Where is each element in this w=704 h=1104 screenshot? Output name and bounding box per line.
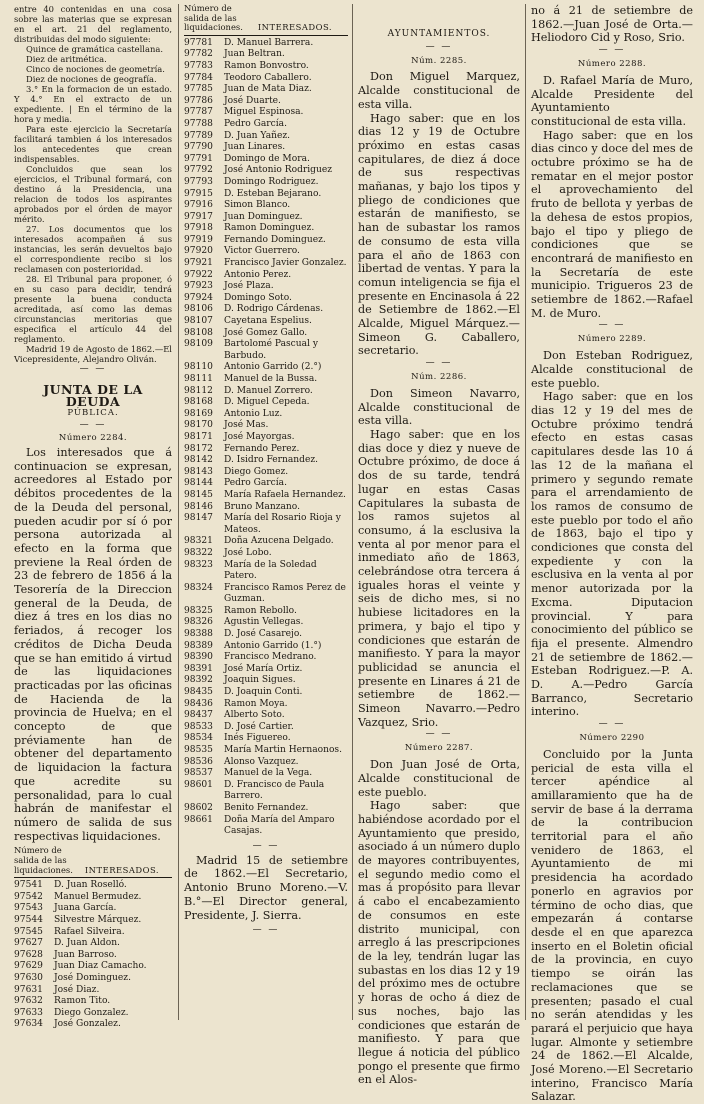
table-row [184,455,348,467]
table-row [184,96,348,108]
table-row [184,131,348,143]
creditor-name: D. Esteban Bejarano. [224,188,322,199]
liquidation-number: 97630 [14,972,43,983]
table-row [184,478,348,490]
creditor-name: Agustin Vellegas. [224,617,304,628]
section-subtitle: PÚBLICA. [67,408,119,418]
table-row [184,699,348,711]
table-row [184,223,348,235]
liquidation-number: 98172 [184,443,213,454]
creditor-name: José María Ortiz. [224,663,303,674]
divider: — — [598,45,626,56]
table-row [184,444,348,456]
liquidation-number: 98143 [184,466,213,477]
table-row [14,996,172,1008]
liquidation-number: 98533 [184,721,213,732]
notice-body: Los interesados que á continuacion se expresan, acreedores al Estado por débitos procedentes de la de la Deuda del personal, pueden acudir por sí ó por persona autorizada al efecto en la forma que previene la Real órden de 23 de febrero de 1856 á la Tesorería de la Direccion general de la Deuda, de diez á tres en los dias no feriados, á recoger los créditos de Dicha Deuda que se han emitido á virtud de las liquidaciones practicadas por las oficinas de Hacienda de la provincia de Huelva; en el concepto de que préviamente han de obtener del departamento de liquidacion la factura que acredite su personalidad, para lo cual habrán de manifestar el número de salida de sus respectivas liquidaciones. [14,446,172,843]
table-row [184,745,348,757]
creditor-name: José Gonzalez. [54,1019,121,1030]
liquidation-number: 97916 [184,200,213,211]
creditor-name: Antonio Garrido (1.°) [224,640,322,651]
table-row [184,815,348,838]
liquidation-number: 97917 [184,211,213,222]
table-row [184,73,348,85]
liquidation-number: 98144 [184,478,213,489]
table-row [184,246,348,258]
liquidation-number: 98390 [184,652,213,663]
notice-title: D. Rafael María de Muro, Alcalde Presidente del Ayuntamiento constitucional de esta villa. [531,73,693,128]
divider: — — [252,925,280,936]
liquidation-number: 98142 [184,455,213,466]
liquidation-number: 97921 [184,258,213,269]
paragraph: Quince de gramática castellana. [26,44,164,54]
table-row [184,420,348,432]
liquidation-number: 98391 [184,663,213,674]
table-row [184,432,348,444]
creditor-name: Ramon Moya. [224,698,288,709]
creditor-name: Domingo de Mora. [224,153,310,164]
creditor-name: Francisco Medrano. [224,652,317,663]
notice-number: Número 2284. [58,432,128,443]
table-row [14,903,172,915]
column-rule [352,4,353,1020]
table-row [184,200,348,212]
table-row [184,803,348,815]
creditor-name: Juan Linares. [224,142,286,153]
liquidation-number: 98437 [184,710,213,721]
creditor-name: Domingo Soto. [224,292,292,303]
liquidation-number: 97918 [184,223,213,234]
liquidation-number: 98436 [184,698,213,709]
table-row [184,107,348,119]
liquidation-number: 98326 [184,617,213,628]
table-header [14,846,172,875]
table-header-names: INTERESADOS. [84,864,160,875]
notice-title: Don Juan José de Orta, Alcalde constitucional de este pueblo. [358,758,520,799]
creditor-name: D. Rodrigo Cárdenas. [224,304,324,315]
creditor-name: Juan Beltran. [224,49,285,60]
creditor-name: Doña María del Amparo Casajas. [224,814,335,837]
notice-number: Núm. 2286. [411,372,467,383]
creditor-name: José Antonio Rodriguez [224,165,332,176]
liquidation-number: 97789 [184,130,213,141]
notice-title: Don Simeon Navarro, Alcalde constitucional de esta villa. [358,386,520,428]
table-row [184,502,348,514]
table-row [184,189,348,201]
creditor-name: Simon Blanco. [224,200,291,211]
liquidation-number: 97631 [14,984,43,995]
liquidation-number: 98602 [184,802,213,813]
table-row [184,548,348,560]
liquidation-number: 98435 [184,687,213,698]
liquidation-number: 98109 [184,339,213,350]
liquidation-number: 98321 [184,536,213,547]
table-row [184,61,348,73]
creditor-name: D. Miguel Cepeda. [224,397,310,408]
divider: — — [425,41,453,52]
liquidation-number: 97629 [14,961,43,972]
liquidation-number: 97543 [14,903,43,914]
creditor-name: Rafael Silveira. [54,926,125,937]
table-row [184,339,348,362]
divider: — — [598,320,626,331]
table-row [184,270,348,282]
table-row [184,664,348,676]
creditor-name: D. Juan Roselló. [54,880,127,891]
table-row [184,675,348,687]
liquidation-number: 98111 [184,374,213,384]
liquidation-number: 97627 [14,938,43,949]
table-row [184,386,348,398]
liquidation-number: 97923 [184,281,213,292]
creditor-name: Antonio Perez. [224,269,292,280]
liquidation-number: 97781 [184,37,213,48]
table-row [184,374,348,386]
creditor-name: Juan Dominguez. [224,211,303,222]
creditor-name: Pedro García. [224,478,287,489]
table-row [184,710,348,722]
notice-body: Hago saber: que en los dias cinco y doce del mes de octubre próximo se ha de rematar en el mejor postor el aprovechamiento del fruto de bellota y yerbas de la dehesa de estos propios, bajo el tipo y pliego de condiciones que se encontrará de manifiesto en la Secretaría de este municipio. Trigueros 23 de setiembre de 1862.—Rafael M. de Muro. [531,128,693,320]
paragraph: 28. El Tribunal para proponer, ó en su caso para decidir, tendrá presente la buena conducta acreditada, así como las demas circunstancias meritorias que especifica el artículo 44 del reglamento. [14,274,172,344]
creditor-name: D. José Cartier. [224,721,294,732]
creditor-name: D. Isidro Fernandez. [224,455,319,466]
liquidation-number: 97785 [184,84,213,95]
table-row [184,212,348,224]
column-4 [531,4,693,1104]
table-row [184,258,348,270]
table-row [184,409,348,421]
creditor-name: Benito Fernandez. [224,802,309,813]
creditor-name: Juan Barroso. [54,949,117,960]
liquidation-number: 97786 [184,95,213,106]
liquidation-number: 97783 [184,60,213,71]
divider: — — [425,729,453,740]
liquidation-number: 97787 [184,107,213,118]
notice-body: Concluido por la Junta pericial de esta villa el tercer apéndice al amillaramiento que ha de servir de base á la derrama de la contribucion territorial para el año venidero de 1863, el Ayuntamiento de mi presidencia ha acordado ponerlo en agravios por término de ocho dias, que empezarán á contarse desde el en que aparezca inserto en el Boletin oficial de la provincia, en cuyo tiempo se oirán las reclamaciones que se presenten; pasado el cual no serán atendidas y les parará el perjuicio que haya lugar. Almonte y setiembre 24 de 1862.—El Alcalde, José Moreno.—El Secretario interino, Francisco María Salazar. [531,747,693,1104]
signature: Madrid 19 de Agosto de 1862.—El Vicepresidente, Alejandro Oliván. [14,344,172,364]
liquidation-number: 98323 [184,559,213,570]
creditor-name: José Mas. [224,420,269,431]
table-row [184,641,348,653]
creditor-list [14,877,172,1031]
liquidation-number: 97922 [184,269,213,280]
column-rule [178,4,179,1020]
liquidation-number: 98389 [184,640,213,651]
creditor-name: Alonso Vazquez. [224,756,299,767]
creditor-name: Victor Guerrero. [224,246,300,257]
notice-number: Número 2290 [579,733,645,744]
notice-title: Don Esteban Rodriguez, Alcalde constitucional de este pueblo. [531,349,693,390]
liquidation-number: 98110 [184,362,213,373]
table-row [184,780,348,803]
creditor-name: D. Juan Yañez. [224,130,291,141]
creditor-list [184,35,348,838]
table-row [184,757,348,769]
column-3 [358,4,520,1087]
divider: — — [425,358,453,369]
creditor-name: Antonio Garrido (2.°) [224,362,322,373]
table-row [184,84,348,96]
creditor-name: María del Rosario Rioja y Mateos. [224,513,341,535]
creditor-name: Teodoro Caballero. [224,72,312,83]
creditor-name: José Dominguez. [54,972,131,983]
table-row [184,583,348,606]
table-row [184,119,348,131]
table-row [14,973,172,985]
table-row [14,927,172,939]
liquidation-number: 98147 [184,513,213,524]
table-row [184,722,348,734]
notice-number: Número 2288. [577,59,647,70]
creditor-name: Pedro García. [224,118,287,129]
notice-number: Núm. 2285. [411,55,467,66]
table-row [184,467,348,479]
creditor-name: Ramon Tito. [54,996,111,1007]
liquidation-number: 98169 [184,408,213,419]
liquidation-number: 98324 [184,582,213,593]
liquidation-number: 97545 [14,926,43,937]
liquidation-number: 98537 [184,768,213,779]
creditor-name: Domingo Rodriguez. [224,176,319,187]
table-row [184,629,348,641]
liquidation-number: 97915 [184,188,213,199]
creditor-name: Fernando Perez. [224,443,300,454]
notice-body: Hago saber: que en los dias doce y diez y nueve de Octubre próximo, de doce á dos de su tarde, tendrá lugar en estas Casas Capitulares la subasta de los ramos sujetos al consumo, á la esclusiva la venta al por menor para el inmediato año de 1863, celebrándose otra tercera á iguales horas el veinte y seis de dicho mes, si no hubiese licitadores en la primera, y bajo el tipo y condiciones que estarán de manifiesto. Y para la mayor publicidad se anuncia el presente en Linares á 21 de setiembre de 1862.—Simeon Navarro.—Pedro Vazquez, Srio. [358,427,520,729]
liquidation-number: 97788 [184,118,213,129]
liquidation-number: 97790 [184,142,213,153]
liquidation-number: 98325 [184,605,213,616]
creditor-name: José Lobo. [224,547,272,558]
liquidation-number: 97782 [184,49,213,60]
liquidation-number: 97544 [14,914,43,925]
liquidation-number: 98171 [184,431,213,442]
section-title: JUNTA DE LA DEUDA [43,382,143,409]
section-header: AYUNTAMIENTOS. [387,29,491,39]
creditor-name: D. Francisco de Paula Barrero. [224,779,325,802]
liquidation-number: 98170 [184,420,213,431]
creditor-name: María Martin Hernaonos. [224,745,342,755]
liquidation-number: 98536 [184,756,213,767]
table-row [184,281,348,293]
creditor-name: D. Manuel Barrera. [224,37,314,48]
creditor-name: Alberto Soto. [224,710,285,721]
creditor-name: D. Joaquin Conti. [224,687,303,698]
table-row [14,1008,172,1020]
creditor-name: Bartolomé Pascual y Barbudo. [224,339,318,361]
paragraph: entre 40 contenidas en una cosa sobre las materias que se expresan en el art. 21 del reglamento, distribuidas del modo siguiente: [14,4,172,44]
liquidation-number: 97784 [184,72,213,83]
table-header-number: Número de salida de las liquidaciones. [14,845,73,875]
creditor-name: D. José Casarejo. [224,629,303,640]
table-row [184,154,348,166]
table-row [184,560,348,583]
creditor-name: Diego Gomez. [224,466,289,477]
table-row [14,892,172,904]
column-rule [525,4,526,1020]
creditor-name: José Mayorgas. [224,431,295,442]
liquidation-number: 97920 [184,246,213,257]
liquidation-number: 98601 [184,779,213,790]
notice-number: Número 2287. [404,743,474,754]
paragraph: Diez de aritmética. [26,54,107,64]
notice-body: Hago saber: que en los dias 12 y 19 del mes de Octubre próximo tendrá efecto en estas casas capitulares desde las 10 á las 12 de la mañana el primero y segundo remate para el arrendamiento de los ramos de consumo de este pueblo por todo el año de 1863, bajo el tipo y condiciones que consta del expediente y con la esclusiva en la venta al por menor autorizada por la Excma. Diputacion provincial. Y para conocimiento del público se fija el presente. Almendro 21 de setiembre de 1862.—Esteban Rodriguez.—P. A. D. A.—Pedro García Barranco, Secretario interino. [531,390,693,719]
liquidation-number: 97634 [14,1019,43,1030]
creditor-name: José Duarte. [224,95,281,106]
table-row [184,652,348,664]
paragraph: 3.° En la formacion de un estado. Y 4.° En el extracto de un expediente. | En el término de la hora y media. [14,84,172,124]
creditor-name: María de la Soledad Patero. [224,559,317,582]
table-row [184,49,348,61]
creditor-name: Francisco Javier Gonzalez. [224,258,347,269]
creditor-name: Fernando Dominguez. [224,234,326,245]
liquidation-number: 98392 [184,675,213,686]
creditor-name: Antonio Luz. [224,408,283,419]
creditor-name: Ramon Bonvostro. [224,60,309,71]
table-row [184,293,348,305]
creditor-name: Silvestre Márquez. [54,914,142,925]
creditor-name: D. Manuel Zorrero. [224,385,313,396]
divider: — — [79,419,107,430]
liquidation-number: 97792 [184,165,213,176]
table-row [14,1019,172,1031]
notice-number: Número 2289. [577,334,647,345]
liquidation-number: 97793 [184,176,213,187]
table-header [184,4,348,33]
liquidation-number: 97632 [14,996,43,1007]
table-row [184,733,348,745]
creditor-name: Manuel de la Vega. [224,768,313,779]
table-row [184,38,348,50]
notice-title: Don Miguel Marquez, Alcalde constitucional de esta villa. [358,70,520,111]
table-row [184,235,348,247]
table-row [184,606,348,618]
liquidation-number: 98145 [184,489,213,500]
table-row [14,915,172,927]
table-row [14,938,172,950]
liquidation-number: 98661 [184,814,213,825]
divider: — — [252,840,280,851]
table-row [184,142,348,154]
table-row [184,490,348,502]
table-row [184,328,348,340]
column-1 [14,4,172,1031]
creditor-name: Miguel Espinosa. [224,107,304,118]
column-2 [184,4,348,938]
table-row [184,177,348,189]
liquidation-number: 98108 [184,327,213,338]
creditor-name: Juan de Mata Diaz. [224,84,312,95]
liquidation-number: 98146 [184,501,213,512]
table-row [184,687,348,699]
table-row [184,397,348,409]
table-row [184,617,348,629]
notice-body: Hago saber: que en los dias 12 y 19 de Octubre próximo en estas casas capitulares, de diez á doce de sus respectivas mañanas, y bajo los tipos y pliego de condiciones que estarán de manifiesto, se han de subastar los ramos de consumo de esta villa para el año de 1863 con libertad de ventas. Y para la comun inteligencia se fija el presente en Encinasola á 22 de Setiembre de 1862.—El Alcalde, Miguel Márquez.—Simeon G. Caballero, secretario. [358,111,520,358]
liquidation-number: 97791 [184,153,213,164]
creditor-name: Juana García. [54,903,117,914]
table-row [14,880,172,892]
creditor-name: José Diaz. [54,984,100,995]
paragraph: Diez de nociones de geografía. [26,74,157,84]
creditor-name: Joaquin Sigues. [224,675,296,686]
creditor-name: José Gomez Gallo. [224,327,308,338]
creditor-name: Ramon Rebollo. [224,605,297,616]
notice-body: Hago saber: que habiéndose acordado por el Ayuntamiento que presido, asociado á un número duplo de mayores contribuyentes, el segundo medio como el mas á propósito para llevar á cabo el encabezamiento de consumos en este distrito municipal, con arreglo á las prescripciones de la ley, tendrán lugar las subastas en los dias 12 y 19 del próximo mes de octubre y horas de ocho á diez de sus noches, bajo las condiciones que estarán de manifiesto. Y para que llegue á noticia del público pongo el presente que firmo en el Alos- [358,799,520,1087]
liquidation-number: 98535 [184,745,213,755]
creditor-name: D. Juan Aldon. [54,938,120,949]
liquidation-number: 98168 [184,397,213,408]
creditor-name: María Rafaela Hernandez. [224,489,346,500]
liquidation-number: 97924 [184,292,213,303]
liquidation-number: 97628 [14,949,43,960]
paragraph: 27. Los documentos que los interesados acompañen á sus instancias, les serán devueltos bajo el correspondiente recibo si los reclamasen con posterioridad. [14,224,172,274]
liquidation-number: 97541 [14,880,43,891]
liquidation-number: 98106 [184,304,213,315]
liquidation-number: 98388 [184,629,213,640]
creditor-name: Doña Azucena Delgado. [224,536,334,547]
table-row [184,768,348,780]
liquidation-number: 98112 [184,385,213,396]
table-row [14,961,172,973]
paragraph: Cinco de nociones de geometría. [26,64,165,74]
table-row [184,362,348,374]
paragraph: Concluidos que sean los ejercicios, el Tribunal formará, con destino á la Presidencia, una relacion de todos los aspirantes aprobados por el órden de mayor mérito. [14,164,172,224]
table-row [184,536,348,548]
liquidation-number: 98534 [184,733,213,744]
table-row [14,950,172,962]
creditor-name: Manuel Bermudez. [54,891,142,902]
table-row [184,165,348,177]
liquidation-number: 98107 [184,316,213,327]
creditor-name: Diego Gonzalez. [54,1007,129,1018]
creditor-name: Manuel de la Bussa. [224,374,318,384]
table-row [184,513,348,536]
creditor-name: José Plaza. [224,281,274,292]
liquidation-number: 97542 [14,891,43,902]
table-row [184,316,348,328]
notice-continuation: no á 21 de setiembre de 1862.—Juan José de Orta.—Heliodoro Cid y Roso, Srio. [531,4,693,45]
divider: — — [79,364,107,374]
table-row [184,304,348,316]
creditor-name: Inés Figuereo. [224,733,291,744]
liquidation-number: 97919 [184,234,213,245]
table-header-number: Número de salida de las liquidaciones. [184,3,243,33]
reglamento-text [14,4,172,364]
creditor-name: Juan Diaz Camacho. [54,961,147,972]
creditor-name: Bruno Manzano. [224,501,300,512]
paragraph: Para este ejercicio la Secretaría facilitará tambien á los interesados los antecedentes que crean indispensables. [14,124,172,164]
liquidation-number: 97633 [14,1007,43,1018]
divider: — — [598,719,626,730]
creditor-name: Cayetana Espelius. [224,316,312,327]
liquidation-number: 98322 [184,547,213,558]
creditor-name: Francisco Ramos Perez de Guzman. [224,582,346,605]
table-header-names: INTERESADOS. [257,22,333,33]
creditor-name: Ramon Dominguez. [224,223,315,234]
closing-signature: Madrid 15 de setiembre de 1862.—El Secretario, Antonio Bruno Moreno.—V. B.°—El Director general, Presidente, J. Sierra. [184,853,348,922]
table-row [14,985,172,997]
